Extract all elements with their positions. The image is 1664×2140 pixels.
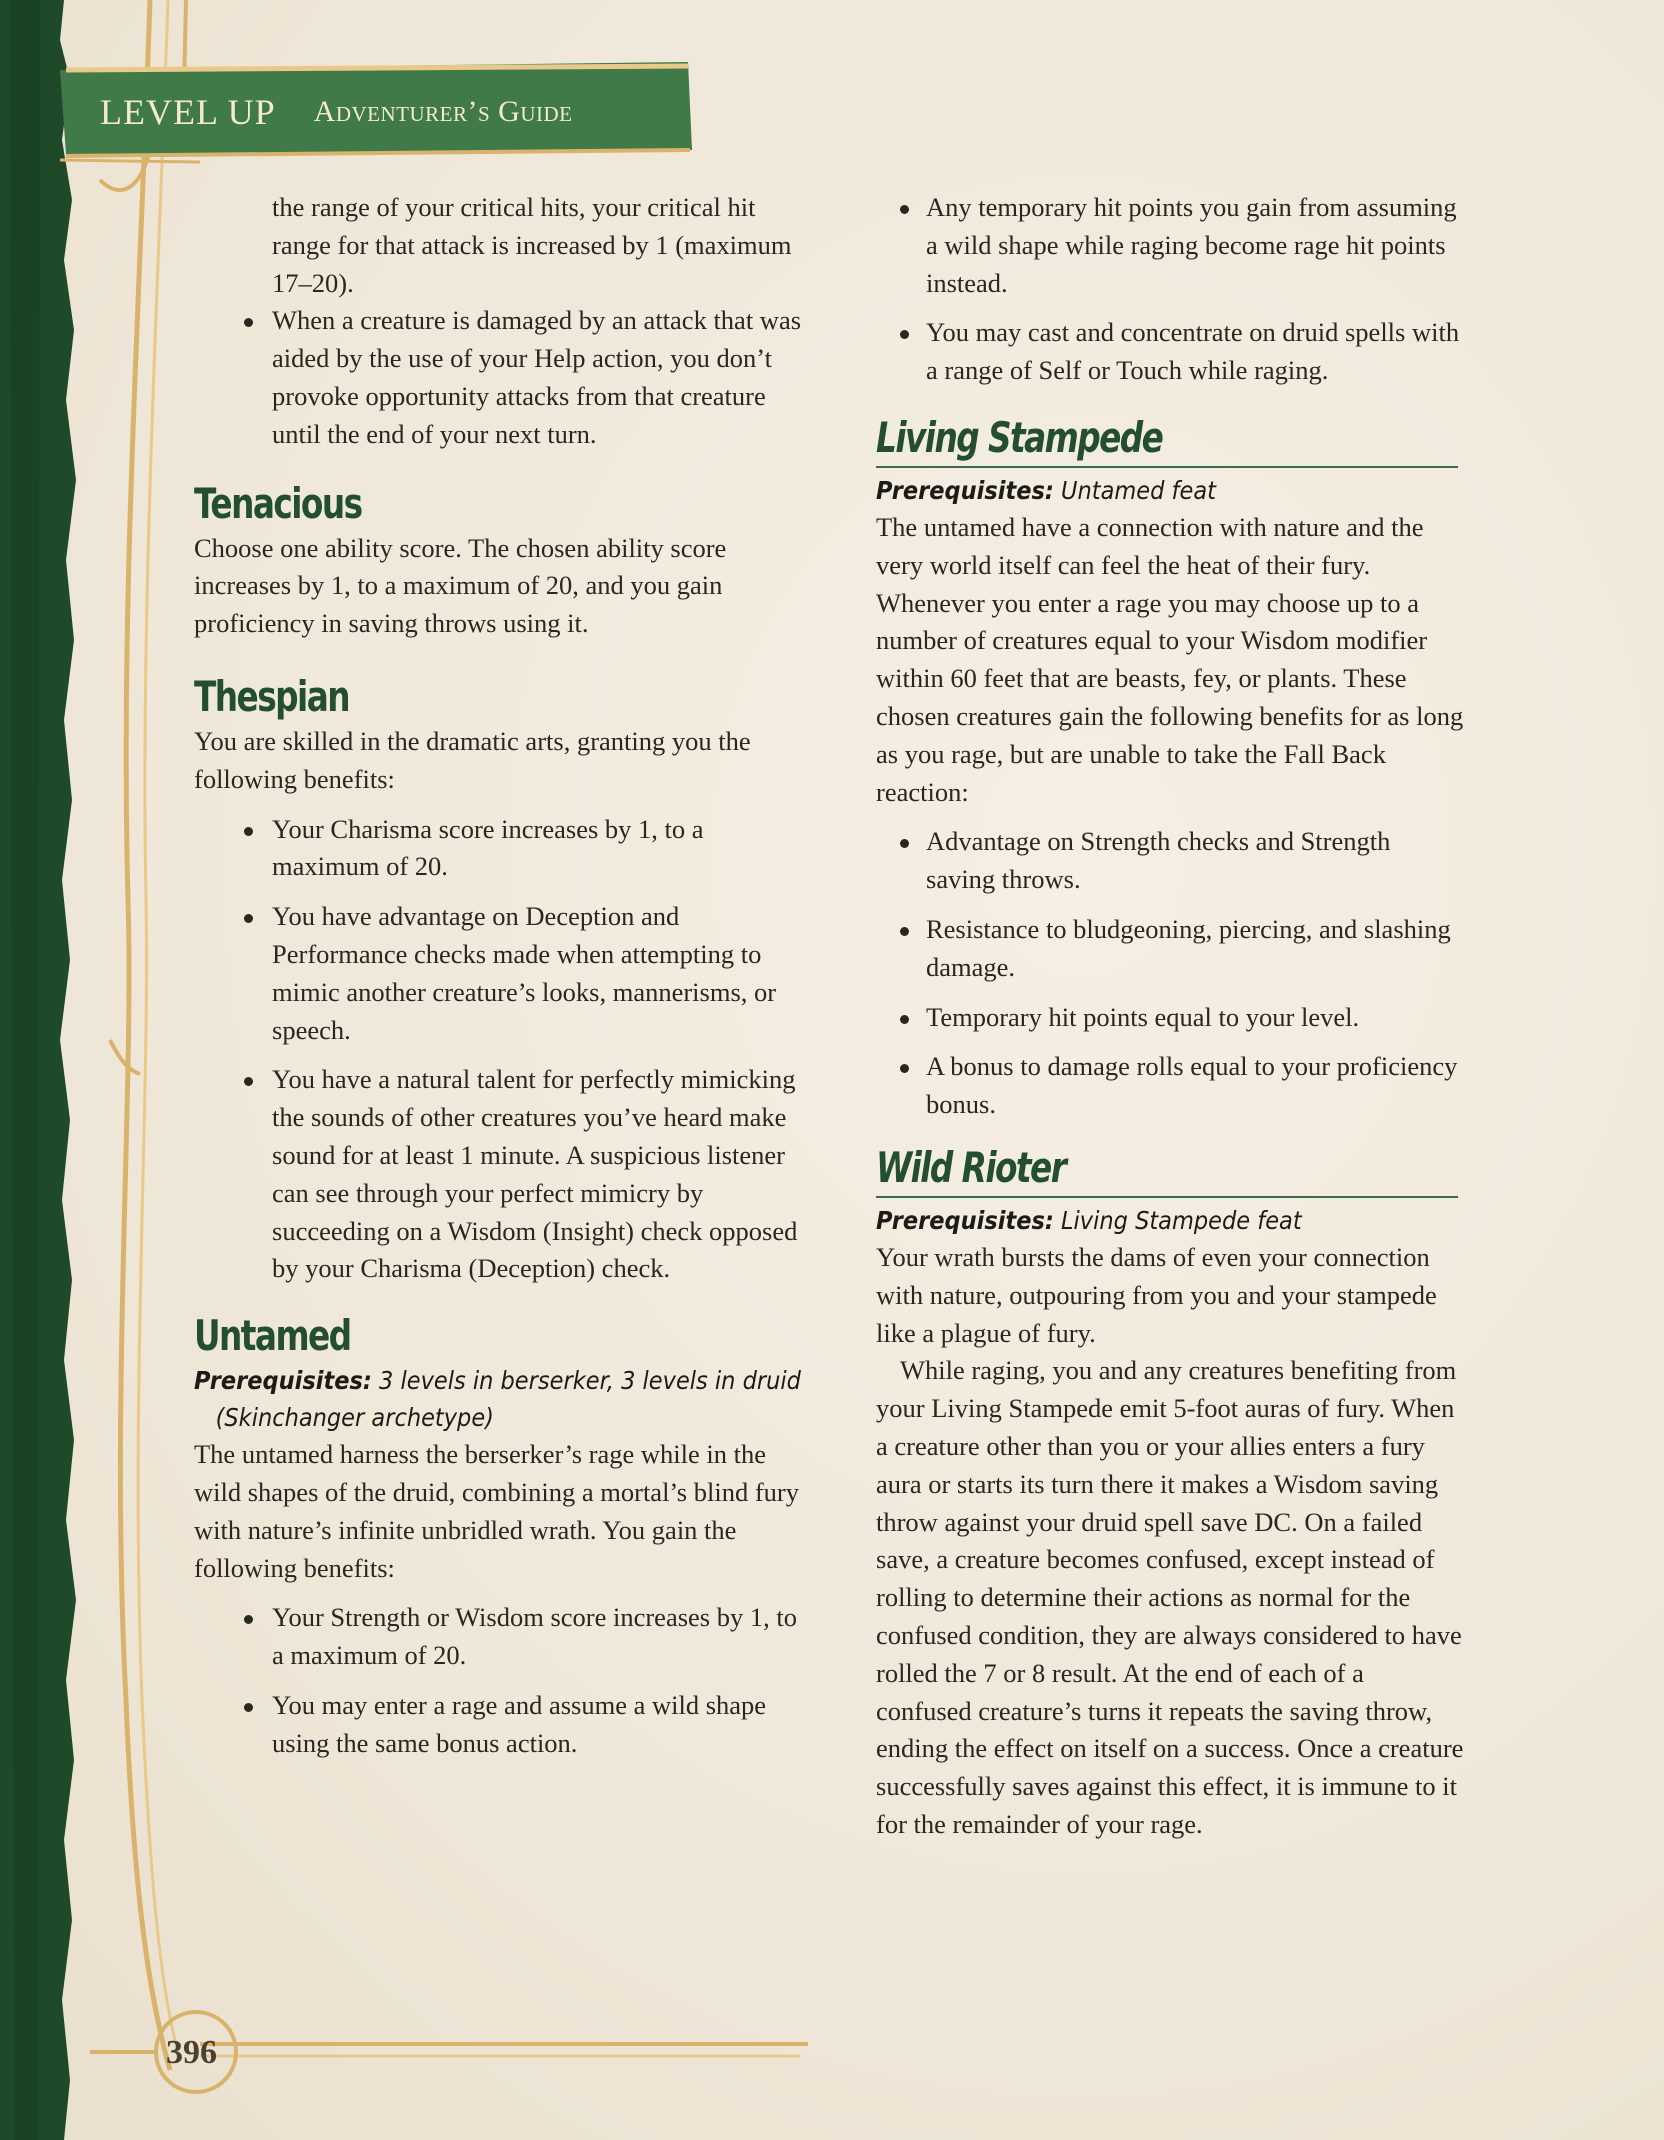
prereq-label: Prerequisites: [876,475,1054,505]
heading-tenacious: Tenacious [194,478,362,528]
list-item: When a creature is damaged by an attack that was aided by the use of your Help action, you don’t provoke opportunity attacks from that creature until the end of your next turn. [194,302,814,453]
continuation-text: the range of your critical hits, your critical hit range for that attack is increased by 1 (maximum 17–20). [272,192,792,298]
prereq-value: 3 levels in berserker, 3 levels in druid [379,1366,801,1396]
right-column [876,189,1466,1844]
list-item: You have a natural talent for perfectly mimicking the sounds of other creatures you’ve heard make sound for at least 1 minute. A suspicious listener can see through your perfect mimicry by succeeding on a Wisdom (Insight) check opposed by your Charisma (Deception) check. [194,1061,814,1288]
intro-bullet-list [194,302,814,453]
heading-wild-rioter: Wild Rioter [876,1142,1066,1192]
list-item: A bonus to damage rolls equal to your proficiency bonus. [876,1048,1466,1124]
prereq-value: Untamed feat [1061,475,1216,505]
list-item: Temporary hit points equal to your level. [876,999,1466,1037]
list-item: Your Strength or Wisdom score increases by 1, to a maximum of 20. [194,1599,814,1675]
tenacious-body: Choose one ability score. The chosen ability score increases by 1, to a maximum of 20, and you gain proficiency in saving throws using it. [194,532,727,639]
list-item: Your Charisma score increases by 1, to a maximum of 20. [194,811,814,887]
list-item: You have advantage on Deception and Performance checks made when attempting to mimic another creature’s looks, mannerisms, or speech. [194,898,814,1049]
living-stampede-body: The untamed have a connection with nature and the very world itself can feel the heat of their fury. Whenever you enter a rage you may choose up to a number of creatures equal to your Wisdom modifier within 60 feet that are beasts, fey, or plants. These chosen creatures gain the following benefits for as long as you rage, but are unable to take the Fall Back reaction: [876,511,1464,807]
wild-rioter-body-2: While raging, you and any creatures benefiting from your Living Stampede emit 5-foot auras of fury. When a creature other than you or your allies enters a fury aura or starts its turn there it makes a Wisdom saving throw against your druid spell save DC. On a failed save, a creature becomes confused, except instead of rolling to determine their actions as normal for the confused condition, they are always considered to have rolled the 7 or 8 result. At the end of each of a confused creature’s turns it repeats the saving throw, ending the effect on itself on a success. Once a creature successfully saves against this effect, it is immune to it for the remainder of your rage. [876,1355,1464,1839]
thespian-body: You are skilled in the dramatic arts, granting you the following benefits: [194,725,751,794]
heading-untamed: Untamed [194,1311,351,1361]
wild-rioter-body-1: Your wrath bursts the dams of even your connection with nature, outpouring from you and your stampede like a plague of fury. [876,1241,1437,1348]
list-item: Advantage on Strength checks and Strength saving throws. [876,823,1466,899]
brand-logo-text: LEVEL UP [100,92,276,132]
wild-rioter-prerequisites [876,1202,1407,1239]
untamed-prerequisites-cont: (Skinchanger archetype) [215,1403,494,1433]
section-divider [876,1196,1458,1198]
page-header [100,84,572,140]
list-item: Any temporary hit points you gain from assuming a wild shape while raging become rage hit points instead. [876,189,1466,302]
thespian-bullet-list [194,811,814,1289]
untamed-prerequisites [194,1362,801,1399]
book-title: Adventurer’s Guide [313,95,573,128]
list-item: You may enter a rage and assume a wild shape using the same bonus action. [194,1687,814,1763]
untamed-body: The untamed harness the berserker’s rage while in the wild shapes of the druid, combining a mortal’s blind fury with nature’s infinite unbridled wrath. You gain the following benefits: [194,1439,799,1583]
heading-thespian: Thespian [194,671,350,721]
intro-bullet-list-right [876,189,1466,390]
page-number: 396 [166,2034,217,2071]
living-stampede-prerequisites [876,472,1407,509]
prereq-label: Prerequisites: [876,1205,1054,1235]
list-item: Resistance to bludgeoning, piercing, and slashing damage. [876,911,1466,987]
left-column [194,189,814,1775]
heading-living-stampede: Living Stampede [876,412,1163,462]
prereq-label: Prerequisites: [194,1366,372,1396]
list-item: You may cast and concentrate on druid spells with a range of Self or Touch while raging. [876,314,1466,390]
living-stampede-bullet-list [876,823,1466,1124]
section-divider [876,466,1458,468]
untamed-bullet-list [194,1599,814,1762]
prereq-value: Living Stampede feat [1061,1205,1302,1235]
